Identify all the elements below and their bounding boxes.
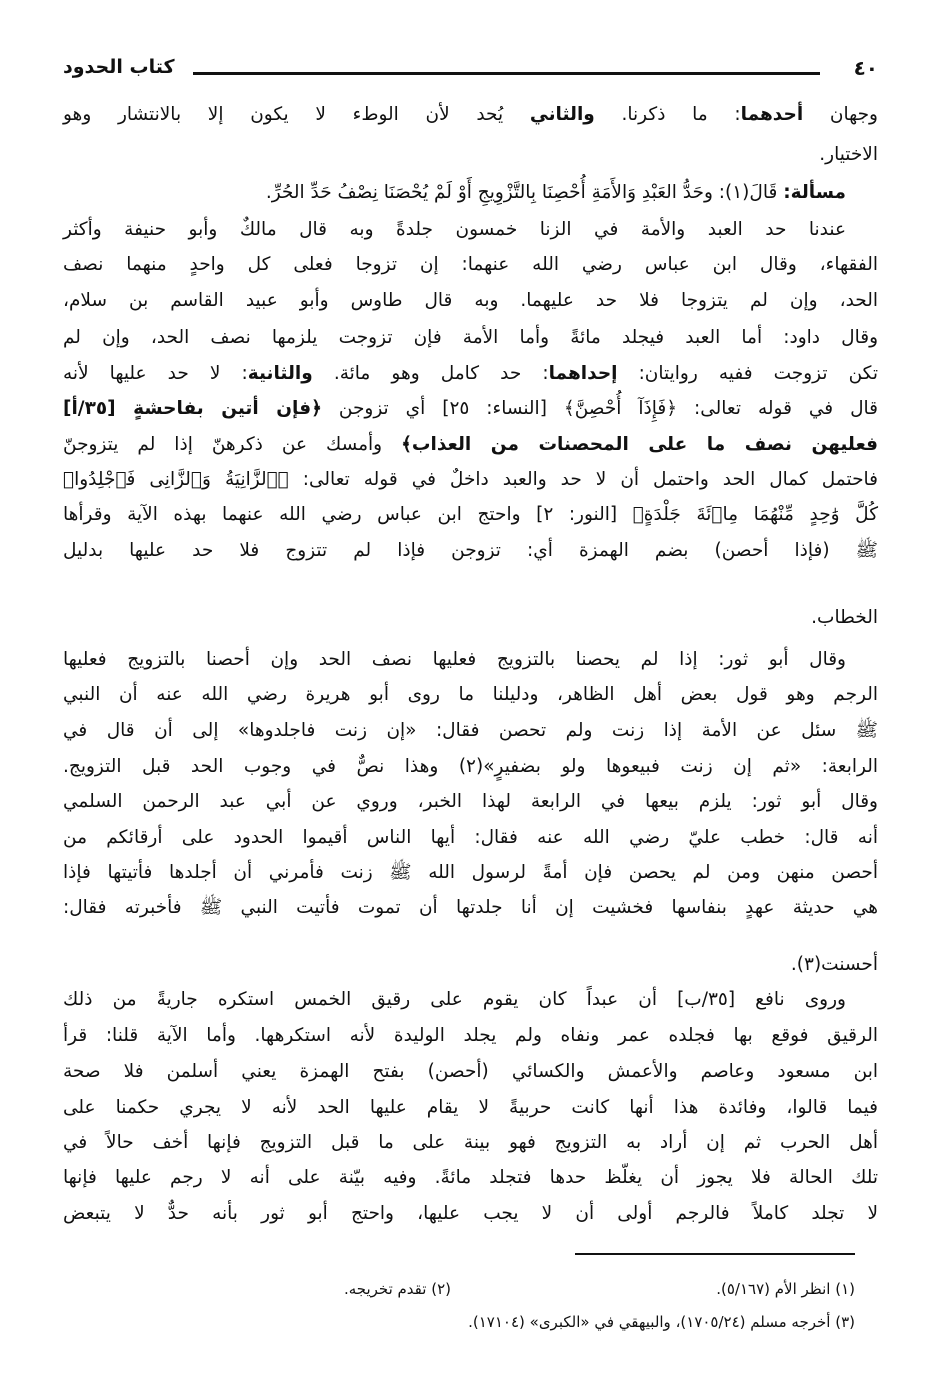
text-line bbox=[63, 178, 878, 208]
text-run: قَالَ(١): وحَدُّ العَبْدِ وَالأَمَةِ أُحْصِنَا بِالتَّزْوِيجِ أَوْ لَمْ يُحْصَنَا نِصْفُ حَدِّ الحُرِّ. bbox=[265, 182, 784, 203]
text-line bbox=[63, 323, 878, 353]
text-run: الخطاب. bbox=[811, 607, 878, 628]
text-run: : لا حد عليها لأنه bbox=[63, 363, 248, 384]
text-run: وروى نافع [٣٥/ب] أن عبداً كان يقوم على رقيق الخمس استكره جاريةً من ذلك bbox=[63, 989, 846, 1010]
text-line bbox=[63, 1021, 878, 1051]
text-line bbox=[63, 100, 878, 130]
text-line bbox=[63, 1199, 878, 1229]
text-line bbox=[63, 985, 878, 1015]
footnote-separator bbox=[575, 1253, 855, 1255]
text-line bbox=[63, 680, 878, 710]
text-run: وقال أبو ثور: يلزم بيعها في الرابعة لهذا الخبر، وروي عن أبي عبد الرحمن السلمي bbox=[63, 791, 878, 812]
footnote-2: (٢) تقدم تخريجه. bbox=[343, 1280, 451, 1298]
bold-term: والثانية bbox=[247, 363, 313, 384]
text-run: : ما ذكرنا. bbox=[594, 104, 741, 125]
text-run: الرقيق فوقع بها فجلده عمر ونفاه ولم يجلد الوليدة لأنه استكرهها. وأما الآية قلنا: قرأ bbox=[63, 1025, 878, 1046]
text-line bbox=[63, 1057, 878, 1087]
text-run: قال في قوله تعالى: ﴿فَإِذَآ أُحْصِنَّ﴾ [النساء: ٢٥] أي تزوجن bbox=[321, 398, 879, 419]
text-line bbox=[63, 286, 878, 316]
text-run: وقال داود: أما العبد فيجلد مائةً وأما الأمة فإن تزوجت يلزمها نصف الحد، وإن لم bbox=[63, 327, 878, 348]
text-run: ابن مسعود وعاصم والأعمش والكسائي (أحصن) بفتح الهمزة يعني أسلمن فلا صحة bbox=[63, 1061, 878, 1082]
bold-term: والثاني bbox=[529, 104, 595, 125]
text-run: ﷺ (فإذا أحصن) بضم الهمزة أي: تزوجن فإذا لم تتزوج فلا حد عليها بدليل bbox=[63, 540, 878, 561]
text-line bbox=[63, 858, 878, 888]
header-rule bbox=[193, 72, 820, 75]
bold-term: أحدهما bbox=[740, 104, 804, 125]
text-run: الاختيار. bbox=[819, 144, 878, 165]
text-run: : حد كامل وهو مائة. bbox=[312, 363, 549, 384]
text-run: الرجم وهو قول بعض أهل الظاهر، ودليلنا ما روى أبو هريرة رضي الله عنه أن النبي bbox=[63, 684, 878, 705]
text-run: أنه قال: خطب عليّ رضي الله عنه فقال: أيها الناس أقيموا الحدود على أرقائكم من bbox=[63, 827, 878, 848]
text-line bbox=[63, 465, 878, 495]
text-line bbox=[63, 215, 878, 245]
text-line bbox=[63, 250, 878, 280]
text-run: عندنا حد العبد والأمة في الزنا خمسون جلدةً وبه قال مالكٌ وأبو حنيفة وأكثر bbox=[63, 219, 846, 240]
text-run: أحسنت(٣). bbox=[790, 954, 878, 975]
text-run: وجهان bbox=[803, 104, 878, 125]
bold-term: فعليهن نصف ما على المحصنات من العذاب﴾ bbox=[401, 434, 878, 455]
text-line bbox=[63, 603, 878, 633]
text-run: الرابعة: «ثم إن زنت فبيعوها ولو بضفيرٍ»(٢) وهذا نصٌّ في وجوب الحد قبل التزويج. bbox=[63, 756, 878, 777]
text-run: كُلَّ وَٰحِدٍ مِّنْهُمَا مِا۟ئَةَ جَلْدَةٍ﴾ [النور: ٢] واحتج ابن عباس رضي الله عنهما بهذه الآية وقرأها bbox=[63, 504, 878, 525]
text-line bbox=[63, 1128, 878, 1158]
text-line bbox=[63, 536, 878, 566]
text-line bbox=[63, 1093, 878, 1123]
text-run: تلك الحالة فلا يجوز أن يغلّظ حدها فتجلد مائةً. وفيه بيّنة على أنه لا رجم عليها فإنها bbox=[63, 1167, 878, 1188]
page-number: ٤٠ bbox=[853, 56, 878, 80]
text-run: ﷺ سئل عن الأمة إذا زنت ولم تحصن فقال: «إن زنت فاجلدوها» إلى أن قال في bbox=[63, 720, 878, 741]
text-line bbox=[63, 140, 878, 170]
text-run: أحصن منهن ومن لم يحصن فإن أمةً لرسول الله ﷺ زنت فأمرني أن أجلدها فأتيتها فإذا bbox=[63, 862, 878, 883]
text-line bbox=[63, 394, 878, 424]
text-run: الفقهاء، وقال ابن عباس رضي الله عنهما: إن تزوجا فعلى كل واحدٍ منهما نصف bbox=[63, 254, 878, 275]
text-run: الحد، وإن لم يتزوجا فلا حد عليهما. وبه قال طاوس وأبو عبيد القاسم بن سلام، bbox=[63, 290, 878, 311]
text-line bbox=[63, 752, 878, 782]
text-run: فيما قالوا، وفائدة هذا أنها كانت حربيةً لا يقام عليها الحد لأنه لا يجري حكمنا على bbox=[63, 1097, 878, 1118]
footnote-3: (٣) أخرجه مسلم (١٧٠٥/٢٤)، والبيهقي في «الكبرى» (١٧١٠٤). bbox=[468, 1313, 855, 1331]
bold-term: مسألة: bbox=[783, 182, 846, 203]
bold-term: ﴿فإن أتين بفاحشةٍ [٣٥/أ] bbox=[63, 398, 322, 419]
text-line bbox=[63, 787, 878, 817]
footnote-1: (١) انظر الأم (٥/١٦٧). bbox=[716, 1280, 855, 1298]
text-run: هي حديثة عهدٍ بنفاسها فخشيت إن أنا جلدتها أن تموت فأتيت النبي ﷺ فأخبرته فقال: bbox=[63, 897, 878, 918]
bold-term: إحداهما bbox=[548, 363, 618, 384]
text-line bbox=[63, 950, 878, 980]
text-line bbox=[63, 716, 878, 746]
text-line bbox=[63, 1163, 878, 1193]
book-title: كتاب الحدود bbox=[63, 56, 175, 78]
text-line bbox=[63, 893, 878, 923]
text-run: وأمسك عن ذكرهنّ إذا لم يتزوجنّ bbox=[63, 434, 402, 455]
text-run: وقال أبو ثور: إذا لم يحصنا بالتزويج فعليها نصف الحد وإن أحصنا بالتزويج فعليها bbox=[63, 649, 846, 670]
text-run: أهل الحرب ثم إن أراد به التزويج فهو بينة على ما قبل التزويج فإنها أخف حالاً في bbox=[63, 1132, 878, 1153]
text-line bbox=[63, 359, 878, 389]
text-run: يُحد لأن الوطء لا يكون إلا بالانتشار وهو bbox=[63, 104, 530, 125]
text-line bbox=[63, 430, 878, 460]
running-header bbox=[63, 56, 878, 86]
text-line bbox=[63, 823, 878, 853]
text-line bbox=[63, 645, 878, 675]
text-run: فاحتمل كمال الحد واحتمل أن لا حد والعبد داخلٌ في قوله تعالى: ﴿ٱلزَّانِيَةُ وَٱلزَّانِى فَٱجْلِدُوا۟ bbox=[63, 469, 878, 490]
text-run: لا تجلد كاملاً فالرجم أولى أن لا يجب عليها، واحتج أبو ثور بأنه حدٌّ لا يتبعض bbox=[63, 1203, 878, 1224]
text-line bbox=[63, 500, 878, 530]
text-run: تكن تزوجت ففيه روايتان: bbox=[617, 363, 879, 384]
